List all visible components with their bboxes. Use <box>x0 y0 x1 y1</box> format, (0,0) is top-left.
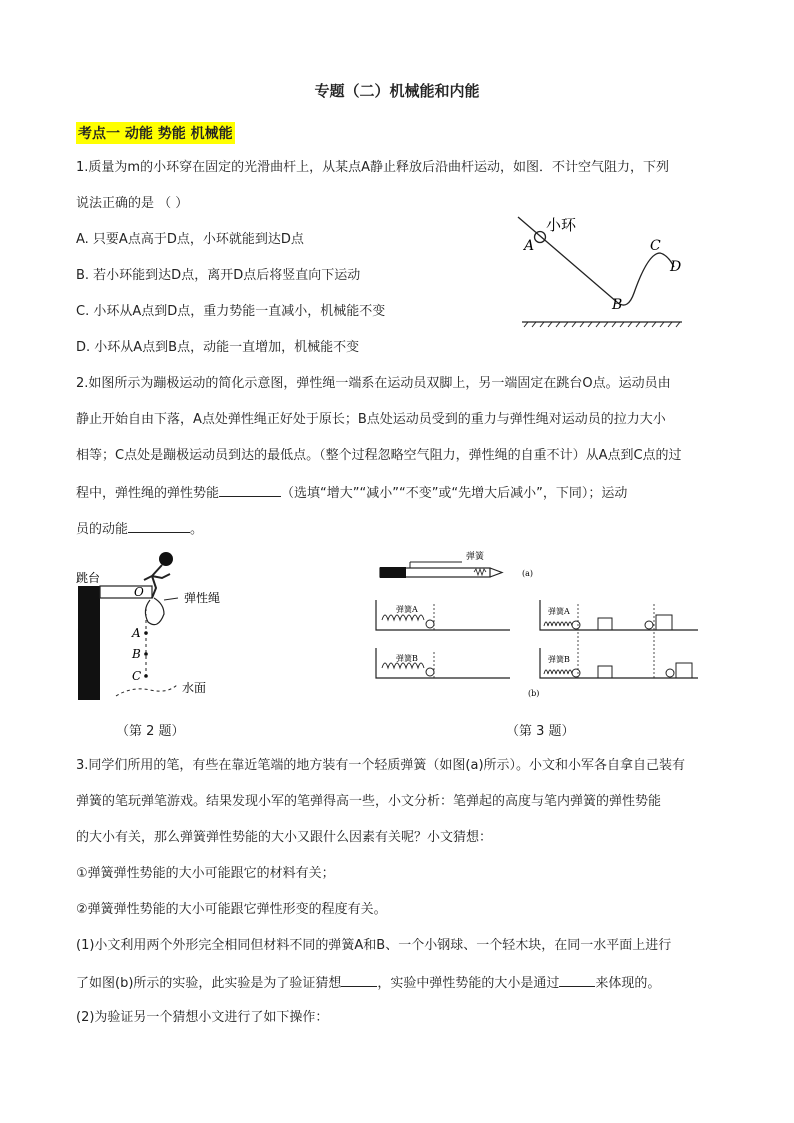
q3-part1-text1: 了如图(b)所示的实验，此实验是为了验证猜想 <box>76 976 342 991</box>
fig2-label-b: B <box>132 647 141 661</box>
q2-line5 <box>76 518 203 540</box>
q2-figure <box>72 548 252 708</box>
fig3-label-a: (a) <box>522 569 534 578</box>
fig3-label-spring-a-left: 弹簧A <box>396 605 418 614</box>
fig1-label-c: C <box>650 238 661 254</box>
fig2-caption: （第 2 题） <box>116 724 185 739</box>
q3-part1-line2 <box>76 972 660 994</box>
q1-option-a: A. 只要A点高于D点，小环就能到达D点 <box>76 232 304 247</box>
q2-line3: 相等；C点处是蹦极运动员到达的最低点。（整个过程忽略空气阻力，弹性绳的自重不计）从A点到C点的过 <box>76 448 682 463</box>
jumper-head-icon <box>159 552 173 566</box>
ring-icon <box>535 232 546 243</box>
q2-blank-kinetic[interactable] <box>128 518 190 533</box>
fig3-label-spring-a-right: 弹簧A <box>548 607 570 616</box>
q3-line3: 的大小有关，那么弹簧弹性势能的大小又跟什么因素有关呢？小文猜想： <box>76 830 493 845</box>
q3-line1: 3.同学们所用的笔，有些在靠近笔端的地方装有一个轻质弹簧（如图(a)所示）。小文和小军各自拿自己装有 <box>76 758 686 773</box>
fig3-label-spring-b-left: 弹簧B <box>396 654 418 663</box>
q3-guess1: ①弹簧弹性势能的大小可能跟它的材料有关； <box>76 866 335 881</box>
q2-line2: 静止开始自由下落，A点处弹性绳正好处于原长；B点处运动员受到的重力与弹性绳对运动员的拉力大小 <box>76 412 666 427</box>
q2-line4 <box>76 482 627 504</box>
fig1-label-ring: 小环 <box>546 216 577 234</box>
fig2-label-a: A <box>132 626 141 640</box>
q2-line5-part1: 员的动能 <box>76 522 129 537</box>
q2-line4-part2: （选填“增大”“减小”“不变”或“先增大后减小”，下同）；运动 <box>281 486 628 501</box>
q3-part2: (2)为验证另一个猜想小文进行了如下操作： <box>76 1010 329 1025</box>
q2-line4-part1: 程中，弹性绳的弹性势能 <box>76 486 220 501</box>
q3-blank-guess[interactable] <box>341 972 377 987</box>
fig1-label-b: B <box>612 297 623 313</box>
q3-part1-text2: ，实验中弹性势能的大小是通过 <box>377 976 560 991</box>
fig3-label-spring-b-right: 弹簧B <box>548 655 570 664</box>
section-heading: 考点一 动能 势能 机械能 <box>76 122 235 144</box>
q1-stem-line2: 说法正确的是 （ ） <box>76 196 189 211</box>
q1-stem-line1: 1.质量为m的小环穿在固定的光滑曲杆上，从某点A静止释放后沿曲杆运动，如图．不计空气阻力，下列 <box>76 160 669 175</box>
fig2-label-water: 水面 <box>182 681 207 695</box>
q1-option-b: B. 若小环能到达D点，离开D点后将竖直向下运动 <box>76 268 361 283</box>
q3-figure <box>370 548 710 708</box>
q2-line1: 2.如图所示为蹦极运动的简化示意图，弹性绳一端系在运动员双脚上，另一端固定在跳台O点。运动员由 <box>76 376 671 391</box>
q1-option-d: D. 小环从A点到B点，动能一直增加，机械能不变 <box>76 340 360 355</box>
fig2-label-platform: 跳台 <box>76 571 101 585</box>
fig3-label-spring: 弹簧 <box>466 552 485 562</box>
fig2-label-c: C <box>132 669 142 683</box>
q2-blank-elastic[interactable] <box>219 482 281 497</box>
page-title: 专题（二）机械能和内能 <box>314 82 480 100</box>
fig1-label-d: D <box>670 259 682 275</box>
fig1-label-a: A <box>524 238 535 254</box>
fig2-label-rope: 弹性绳 <box>184 591 221 605</box>
fig3-caption: （第 3 题） <box>506 724 575 739</box>
q3-part1-line1: (1)小文利用两个外形完全相同但材料不同的弹簧A和B、一个小钢球、一个轻木块，在同一水平面上进行 <box>76 938 672 953</box>
q1-figure <box>510 205 700 330</box>
q3-blank-method[interactable] <box>559 972 595 987</box>
q1-option-c: C. 小环从A点到D点，重力势能一直减小，机械能不变 <box>76 304 386 319</box>
q2-line5-part2: 。 <box>190 522 204 537</box>
fig3-label-b: (b) <box>528 689 540 698</box>
q3-line2: 弹簧的笔玩弹笔游戏。结果发现小军的笔弹得高一些，小文分析：笔弹起的高度与笔内弹簧的弹性势能 <box>76 794 662 809</box>
fig2-label-o: O <box>134 585 144 599</box>
q3-guess2: ②弹簧弹性势能的大小可能跟它弹性形变的程度有关。 <box>76 902 387 917</box>
q3-part1-text3: 来体现的。 <box>595 976 661 991</box>
